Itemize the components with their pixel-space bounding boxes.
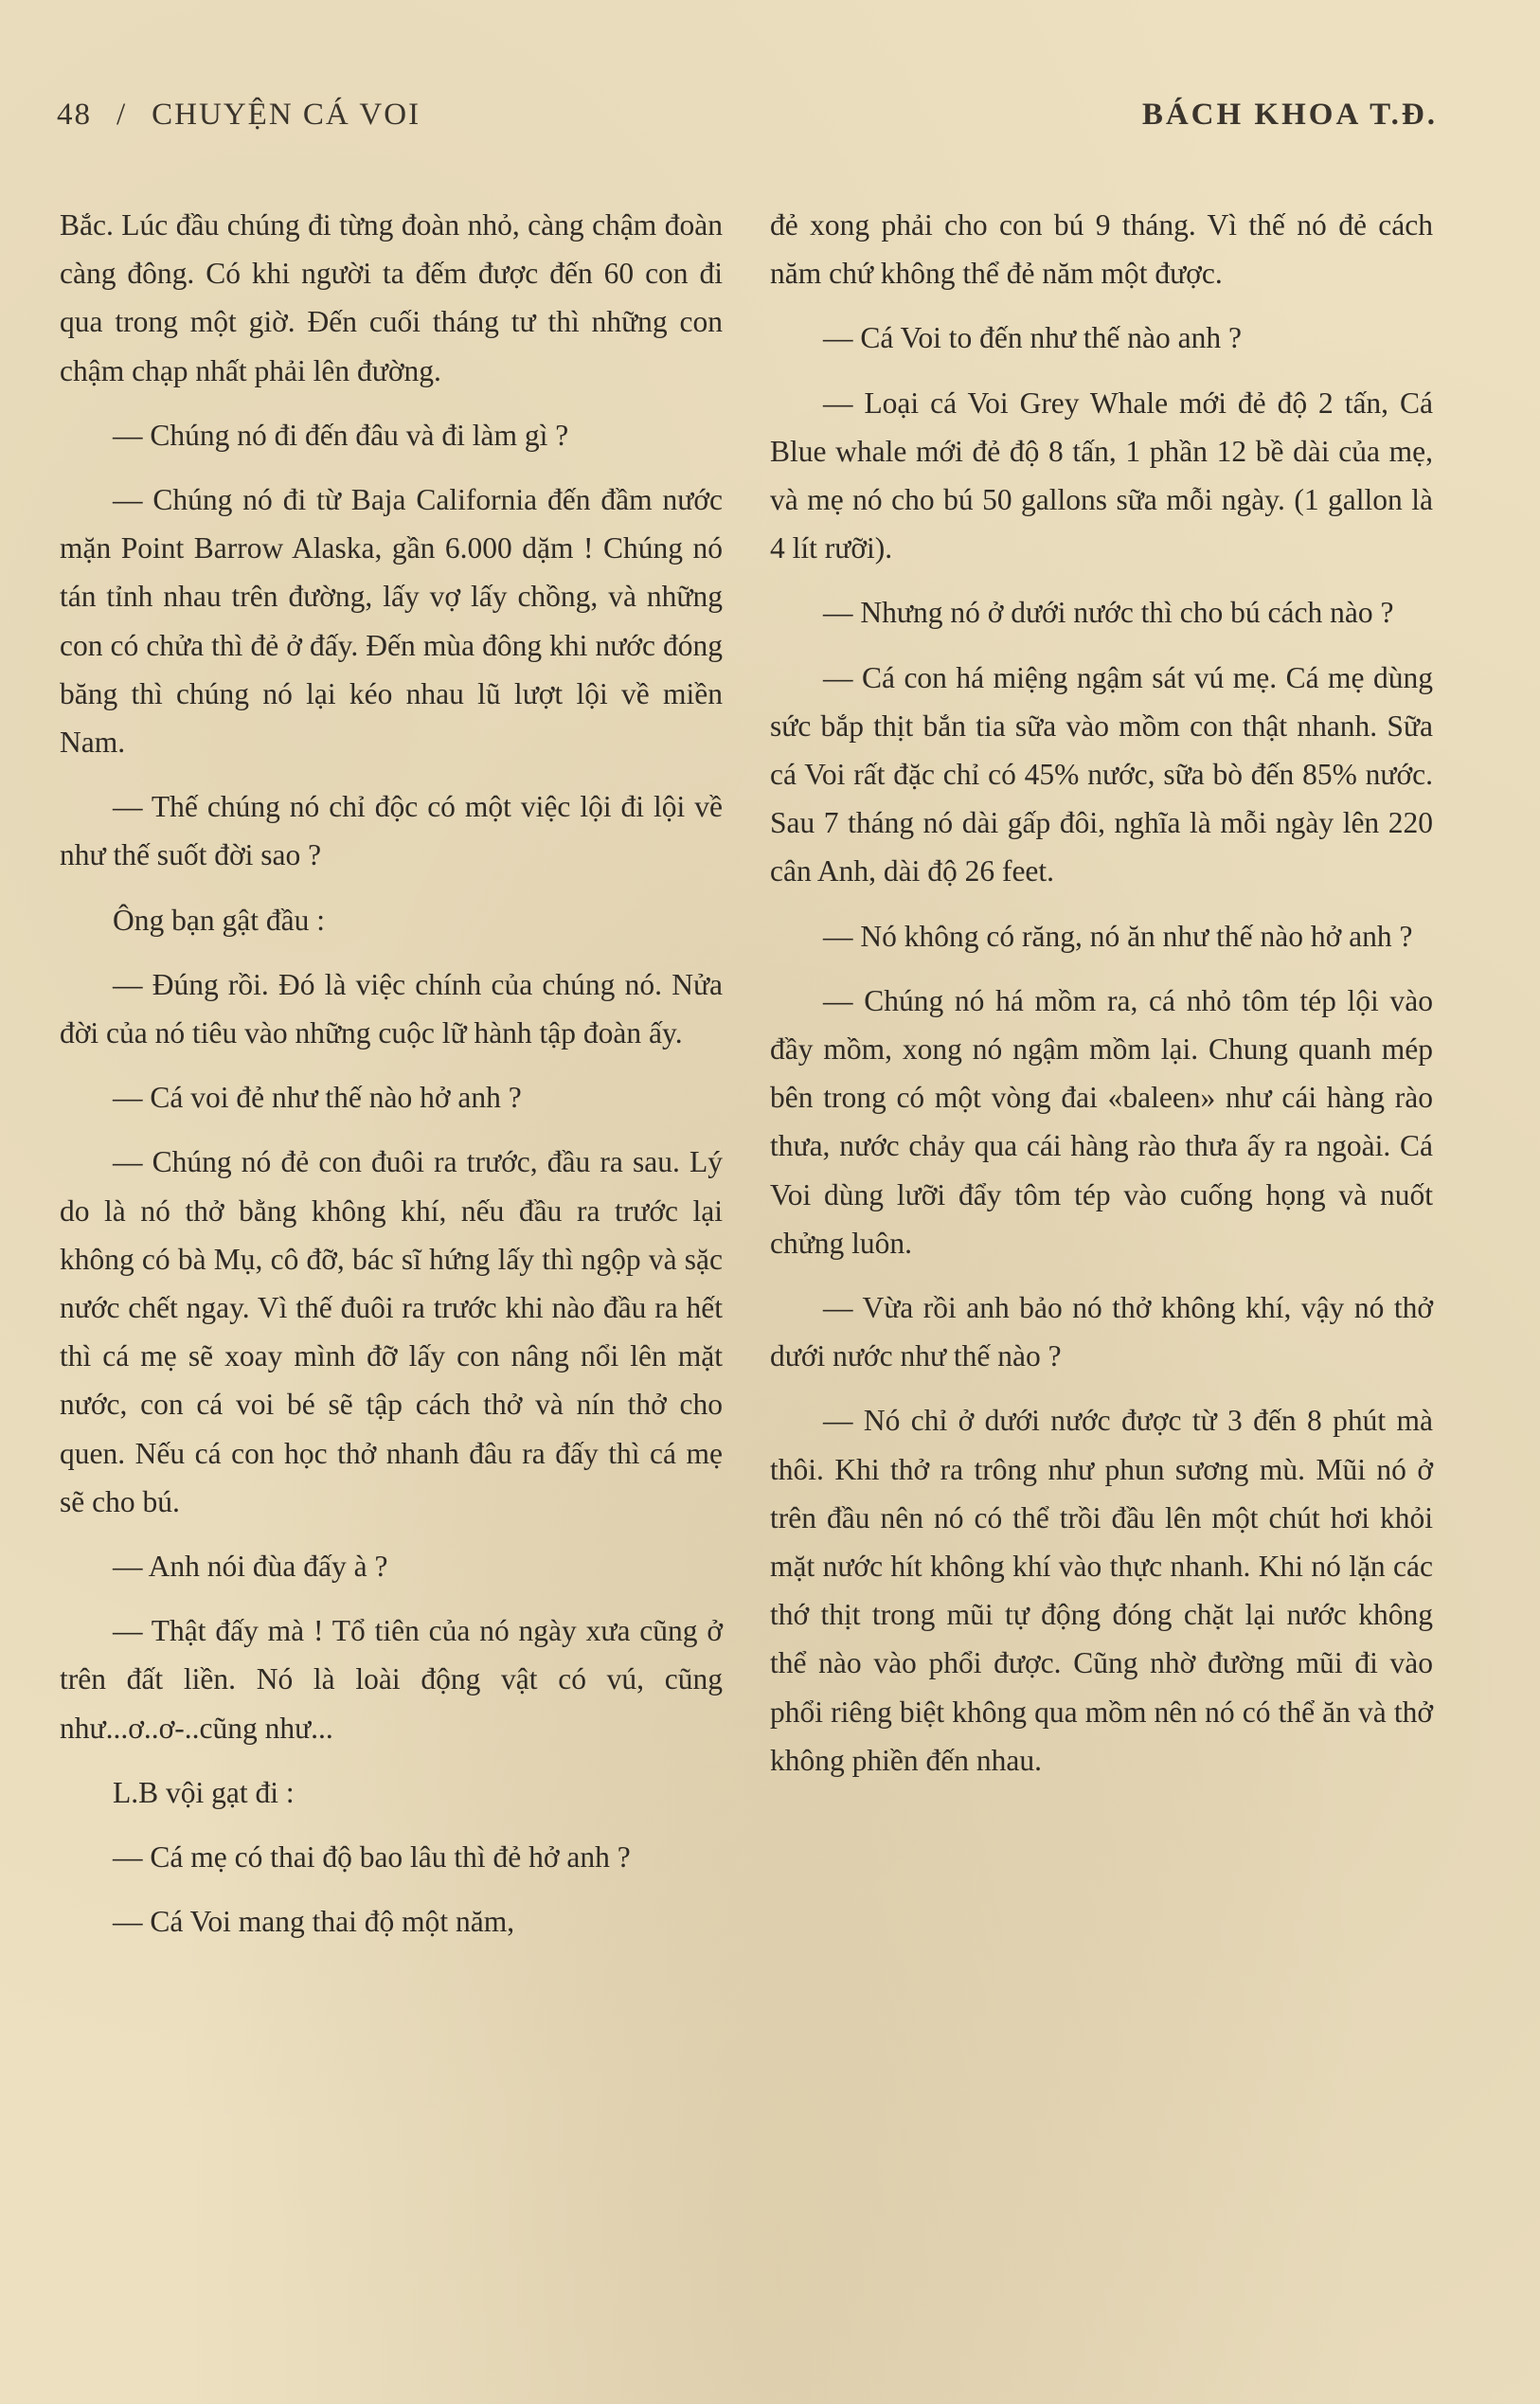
paragraph: — Loại cá Voi Grey Whale mới đẻ độ 2 tấn, Cá Blue whale mới đẻ độ 8 tấn, 1 phần 12 bề dài của mẹ, và mẹ nó cho bú 50 gallons sữa mỗi ngày. (1 gallon là 4 lít rưỡi). xyxy=(770,386,1433,565)
paragraph: — Nó chỉ ở dưới nước được từ 3 đến 8 phút mà thôi. Khi thở ra trông như phun sương mù. Mũi nó ở trên đầu nên nó có thể trồi đầu lên một chút hơi khỏi mặt nước hít không khí vào thực nhanh. Khi nó lặn các thớ thịt trong mũi tự động đóng chặt lại nước không thể nào vào phổi được. Cũng nhờ đường mũi đi vào phổi riêng biệt không qua mồm nên nó có thể ăn và thở không phiền đến nhau. xyxy=(770,1404,1433,1777)
page-number: 48 xyxy=(57,97,92,132)
paragraph: — Thật đấy mà ! Tổ tiên của nó ngày xưa cũng ở trên đất liền. Nó là loài động vật có vú, cũng như...ơ..ơ-..cũng như... xyxy=(60,1614,723,1745)
paragraph: — Chúng nó đi đến đâu và đi làm gì ? xyxy=(113,418,569,452)
paragraph: đẻ xong phải cho con bú 9 tháng. Vì thế nó đẻ cách năm chứ không thể đẻ năm một được. xyxy=(770,208,1433,291)
magazine-name: BÁCH KHOA T.Đ. xyxy=(1141,97,1438,132)
paragraph: — Chúng nó đi từ Baja California đến đầm nước mặn Point Barrow Alaska, gần 6.000 dặm ! Chúng nó tán tỉnh nhau trên đường, lấy vợ lấy chồng, và những con có chửa thì đẻ ở đấy. Đến mùa đông khi nước đóng băng thì chúng nó lại kéo nhau lũ lượt lội về miền Nam. xyxy=(60,483,723,760)
header-separator: / xyxy=(116,97,128,132)
paragraph: — Cá Voi mang thai độ một năm, xyxy=(113,1905,515,1939)
paragraph: — Nhưng nó ở dưới nước thì cho bú cách nào ? xyxy=(823,596,1394,630)
paragraph: — Thế chúng nó chỉ độc có một việc lội đi lội về như thế suốt đời sao ? xyxy=(60,790,723,872)
paragraph: — Cá mẹ có thai độ bao lâu thì đẻ hở anh ? xyxy=(113,1840,631,1875)
paragraph: — Nó không có răng, nó ăn như thế nào hở anh ? xyxy=(823,919,1413,953)
right-column xyxy=(770,201,1433,1801)
paragraph: — Chúng nó đẻ con đuôi ra trước, đầu ra sau. Lý do là nó thở bằng không khí, nếu đầu ra trước lại không có bà Mụ, cô đỡ, bác sĩ hứng lấy thì ngộp và sặc nước chết ngay. Vì thế đuôi ra trước khi nào đầu ra hết thì cá mẹ sẽ xoay mình đỡ lấy con nâng nổi lên mặt nước, con cá voi bé sẽ tập cách thở và nín thở cho quen. Nếu cá con học thở nhanh đâu ra đấy thì cá mẹ sẽ cho bú. xyxy=(60,1145,723,1518)
paragraph: L.B vội gạt đi : xyxy=(113,1775,295,1809)
paragraph: — Cá Voi to đến như thế nào anh ? xyxy=(823,321,1242,355)
paragraph: — Đúng rồi. Đó là việc chính của chúng nó. Nửa đời của nó tiêu vào những cuộc lữ hành tập đoàn ấy. xyxy=(60,967,723,1050)
paragraph: — Vừa rồi anh bảo nó thở không khí, vậy nó thở dưới nước như thế nào ? xyxy=(770,1291,1433,1373)
paragraph: Bắc. Lúc đầu chúng đi từng đoàn nhỏ, càng chậm đoàn càng đông. Có khi người ta đếm được đến 60 con đi qua trong một giờ. Đến cuối tháng tư thì những con chậm chạp nhất phải lên đường. xyxy=(60,208,723,387)
left-column xyxy=(60,201,723,1963)
paragraph: Ông bạn gật đầu : xyxy=(113,903,325,937)
paragraph: — Anh nói đùa đấy à ? xyxy=(113,1550,388,1584)
article-title: CHUYỆN CÁ VOI xyxy=(152,97,421,132)
paragraph: — Cá con há miệng ngậm sát vú mẹ. Cá mẹ dùng sức bắp thịt bắn tia sữa vào mồm con thật nhanh. Sữa cá Voi rất đặc chỉ có 45% nước, sữa bò đến 85% nước. Sau 7 tháng nó dài gấp đôi, nghĩa là mỗi ngày lên 220 cân Anh, dài độ 26 feet. xyxy=(770,660,1433,888)
paragraph: — Cá voi đẻ như thế nào hở anh ? xyxy=(113,1081,522,1115)
page-header xyxy=(57,91,1438,138)
paragraph: — Chúng nó há mồm ra, cá nhỏ tôm tép lội vào đầy mồm, xong nó ngậm mồm lại. Chung quanh mép bên trong có một vòng đai «baleen» như cái hàng rào thưa, nước chảy qua cái hàng rào thưa ấy ra ngoài. Cá Voi dùng lưỡi đẩy tôm tép vào cuống họng và nuốt chửng luôn. xyxy=(770,983,1433,1260)
